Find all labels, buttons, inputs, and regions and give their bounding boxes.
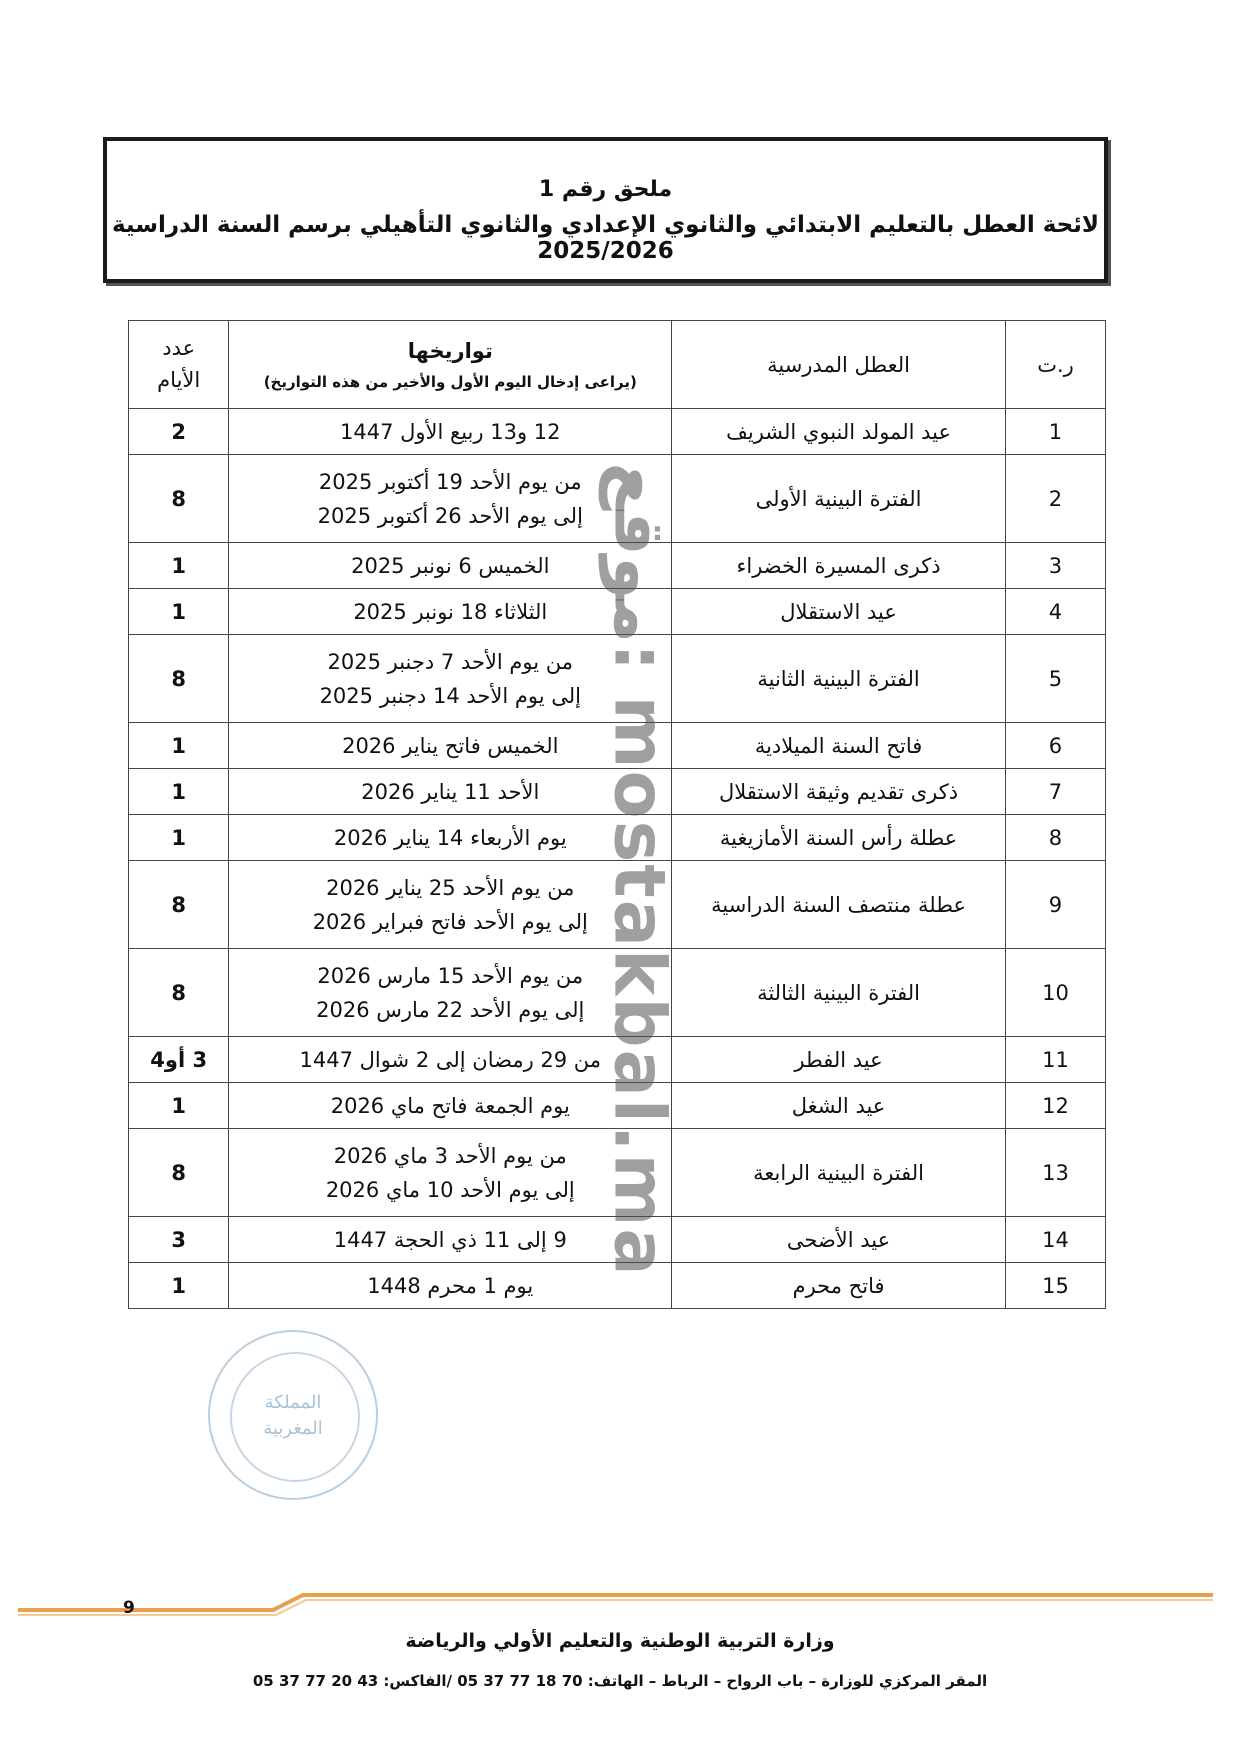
row-date-line-1: من يوم الأحد 19 أكتوبر 2025 — [318, 469, 582, 494]
row-number: 6 — [1005, 723, 1105, 769]
row-date-line-2: إلى يوم الأحد 10 ماي 2026 — [325, 1177, 575, 1202]
watermark-text: موقع: mostakbal.ma — [599, 462, 681, 1278]
row-date-line-1: من يوم الأحد 3 ماي 2026 — [333, 1143, 567, 1168]
row-holiday: الفترة البينية الثالثة — [672, 949, 1006, 1037]
row-date-line-1: 12 و13 ربيع الأول 1447 — [340, 419, 561, 444]
row-holiday: عيد الاستقلال — [672, 589, 1006, 635]
row-date-line-1: من يوم الأحد 7 دجنبر 2025 — [327, 649, 574, 674]
row-date-line-1: من 29 رمضان إلى 2 شوال 1447 — [299, 1047, 602, 1072]
annex-title: ملحق رقم 1 — [538, 177, 673, 202]
row-holiday: عيد الفطر — [672, 1037, 1006, 1083]
row-holiday: عيد الشغل — [672, 1083, 1006, 1129]
row-number: 1 — [1005, 409, 1105, 455]
row-days: 1 — [129, 1083, 229, 1129]
row-holiday: ذكرى المسيرة الخضراء — [672, 543, 1006, 589]
header-num: ر.ت — [1005, 321, 1105, 409]
row-date-line-2: إلى يوم الأحد فاتح فبراير 2026 — [312, 909, 588, 934]
stamp-line-2: المغربية — [263, 1418, 323, 1439]
header-dates — [229, 321, 672, 409]
row-date-line-2: إلى يوم الأحد 14 دجنبر 2025 — [319, 683, 581, 708]
row-days: 8 — [129, 861, 229, 949]
header-holiday: العطل المدرسية — [672, 321, 1006, 409]
row-date-line-1: من يوم الأحد 15 مارس 2026 — [317, 963, 584, 988]
row-days: 8 — [129, 455, 229, 543]
row-holiday: عيد المولد النبوي الشريف — [672, 409, 1006, 455]
row-date-line-1: يوم الجمعة فاتح ماي 2026 — [330, 1093, 570, 1118]
row-days: 1 — [129, 815, 229, 861]
row-days: 2 — [129, 409, 229, 455]
row-number: 3 — [1005, 543, 1105, 589]
row-days: 1 — [129, 543, 229, 589]
row-days: 1 — [129, 589, 229, 635]
title-box — [103, 137, 1108, 283]
row-date-line-1: الخميس فاتح يناير 2026 — [342, 733, 559, 758]
footer-address: المقر المركزي للوزارة – باب الرواح – الرباط – الهاتف: 70 18 77 37 05 /الفاكس: 43 20 77 37 05 — [252, 1672, 988, 1690]
row-number: 14 — [1005, 1217, 1105, 1263]
stamp-text — [210, 1390, 376, 1442]
header-days-line2: الأيام — [157, 367, 201, 392]
row-days: 3 أو4 — [129, 1037, 229, 1083]
header-dates-note: (يراعى إدخال اليوم الأول والأخير من هذه التواريخ) — [263, 372, 637, 391]
row-number: 13 — [1005, 1129, 1105, 1217]
row-holiday: عطلة منتصف السنة الدراسية — [672, 861, 1006, 949]
footer-decorative-line — [18, 1590, 1213, 1630]
holiday-list-title: لائحة العطل بالتعليم الابتدائي والثانوي الإعدادي والثانوي التأهيلي برسم السنة الدراسية 2025/2026 — [111, 212, 1099, 264]
row-days: 8 — [129, 635, 229, 723]
row-holiday: عيد الأضحى — [672, 1217, 1006, 1263]
row-holiday: الفترة البينية الثانية — [672, 635, 1006, 723]
row-number: 15 — [1005, 1263, 1105, 1309]
row-date-line-1: الثلاثاء 18 نونبر 2025 — [353, 599, 548, 624]
table-header-row — [129, 321, 1106, 409]
row-date-line-1: يوم الأربعاء 14 يناير 2026 — [333, 825, 567, 850]
watermark — [590, 420, 690, 1320]
row-holiday: الفترة البينية الرابعة — [672, 1129, 1006, 1217]
row-holiday: فاتح محرم — [672, 1263, 1006, 1309]
header-days-line1: عدد — [162, 336, 196, 360]
row-number: 2 — [1005, 455, 1105, 543]
row-date-line-2: إلى يوم الأحد 26 أكتوبر 2025 — [317, 503, 583, 528]
row-holiday: الفترة البينية الأولى — [672, 455, 1006, 543]
row-date-line-2: إلى يوم الأحد 22 مارس 2026 — [316, 997, 585, 1022]
row-days: 1 — [129, 723, 229, 769]
row-days: 8 — [129, 949, 229, 1037]
row-date-line-1: يوم 1 محرم 1448 — [367, 1273, 534, 1298]
official-stamp — [208, 1330, 378, 1500]
row-days: 1 — [129, 1263, 229, 1309]
header-days — [129, 321, 229, 409]
row-date-line-1: من يوم الأحد 25 يناير 2026 — [326, 875, 575, 900]
row-number: 4 — [1005, 589, 1105, 635]
row-date-line-1: 9 إلى 11 ذي الحجة 1447 — [333, 1227, 567, 1252]
header-dates-label: تواريخها — [407, 338, 493, 363]
row-date-line-1: الخميس 6 نونبر 2025 — [351, 553, 550, 578]
stamp-line-1: المملكة — [264, 1392, 322, 1413]
row-holiday: عطلة رأس السنة الأمازيغية — [672, 815, 1006, 861]
row-number: 10 — [1005, 949, 1105, 1037]
row-number: 8 — [1005, 815, 1105, 861]
row-date-line-1: الأحد 11 يناير 2026 — [361, 779, 540, 804]
row-number: 5 — [1005, 635, 1105, 723]
row-days: 1 — [129, 769, 229, 815]
row-number: 7 — [1005, 769, 1105, 815]
row-holiday: ذكرى تقديم وثيقة الاستقلال — [672, 769, 1006, 815]
row-days: 3 — [129, 1217, 229, 1263]
page-number: 9 — [123, 1598, 135, 1618]
row-days: 8 — [129, 1129, 229, 1217]
row-number: 11 — [1005, 1037, 1105, 1083]
footer-ministry: وزارة التربية الوطنية والتعليم الأولي والرياضة — [405, 1630, 835, 1652]
row-number: 12 — [1005, 1083, 1105, 1129]
row-number: 9 — [1005, 861, 1105, 949]
row-holiday: فاتح السنة الميلادية — [672, 723, 1006, 769]
